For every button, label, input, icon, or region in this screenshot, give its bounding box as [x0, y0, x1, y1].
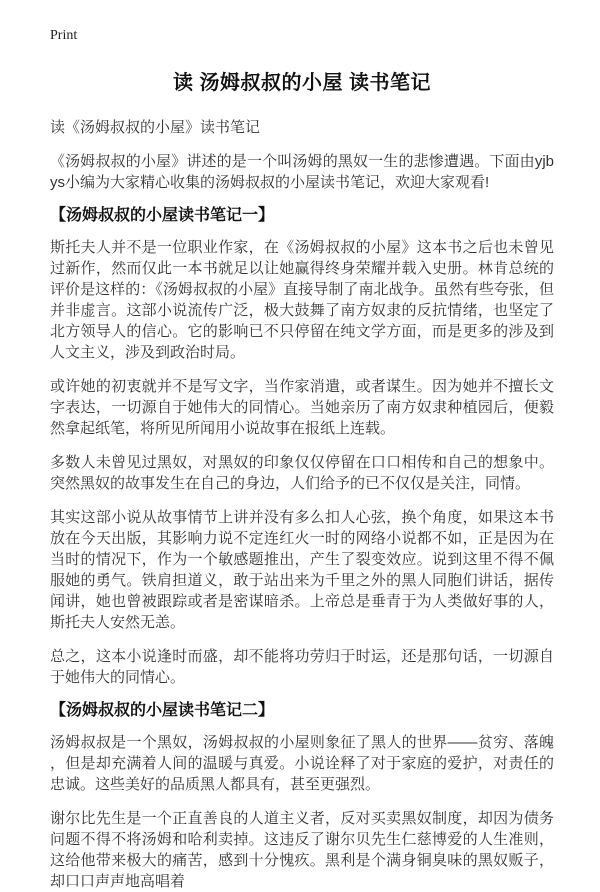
section-one-paragraph-2: 或许她的初衷就并不是写文字，当作家消遣，或者谋生。因为她并不擅长文字表达，一切源自于她伟大的同情心。当她亲历了南方奴隶种植园后，便毅然拿起纸笔，将所见所闻用小说故事在报纸上连载。: [50, 378, 554, 437]
section-one-paragraph-3: 多数人未曾见过黑奴，对黑奴的印象仅仅停留在口口相传和自己的想象中。突然黑奴的故事发生在自己的身边，人们给予的已不仅仅是关注，同情。: [50, 454, 554, 492]
section-two-paragraph-2: 谢尔比先生是一个正直善良的人道主义者，反对买卖黑奴制度，却因为债务问题不得不将汤姆和哈利卖掉。这违反了谢尔贝先生仁慈博爱的人生准则，这给他带来极大的痛苦，感到十分愧疚。黑利是个满身铜臭味的黑奴贩子，却口口声声地高唱着: [50, 810, 554, 890]
section-two: [50, 702, 554, 892]
section-two-heading: 【汤姆叔叔的小屋读书笔记二】: [50, 702, 275, 719]
section-one-paragraph-5: 总之，这本小说逢时而盛，却不能将功劳归于时运，还是那句话，一切源自于她伟大的同情心。: [50, 648, 554, 686]
section-one-paragraph-1: 斯托夫人并不是一位职业作家，在《汤姆叔叔的小屋》这本书之后也未曾见过新作，然而仅此一本书就足以让她赢得终身荣耀并载入史册。林肯总统的评价是这样的：《汤姆叔叔的小屋》直接导制了南北战争。虽然有些夸张，但并非虚言。这部小说流传广泛，极大鼓舞了南方奴隶的反抗情绪，也坚定了北方领导人的信心。它的影响已不只停留在纯文学方面，而是更多的涉及到人文主义，涉及到政治时局。: [50, 239, 554, 361]
section-one-heading: 【汤姆叔叔的小屋读书笔记一】: [50, 207, 275, 224]
section-two-paragraph-1: 汤姆叔叔是一个黑奴，汤姆叔叔的小屋则象征了黑人的世界——贫穷、落魄，但是却充满着人间的温暖与真爱。小说诠释了对于家庭的爱护，对责任的忠诚。这些美好的品质黑人都具有，甚至更强烈。: [50, 734, 554, 793]
section-one: [50, 207, 554, 688]
subtitle: 读《汤姆叔叔的小屋》读书笔记: [50, 119, 261, 136]
section-one-paragraph-4: 其实这部小说从故事情节上讲并没有多么扣人心弦，换个角度，如果这本书放在今天出版，其影响力说不定连红火一时的网络小说都不如，正是因为在当时的情况下，作为一个敏感题推出，产生了裂变效应。说到这里不得不佩服她的勇气。铁肩担道义，敢于站出来为千里之外的黑人同胞们讲话，据传闻讲，她也曾被跟踪或者是密谋暗杀。上帝总是垂青于为人类做好事的人，斯托夫人安然无恙。: [50, 509, 554, 631]
page-title: 读 汤姆叔叔的小屋 读书笔记: [172, 72, 432, 94]
print-link[interactable]: Print: [50, 28, 78, 43]
intro-paragraph: 《汤姆叔叔的小屋》讲述的是一个叫汤姆的黑奴一生的悲惨遭遇。下面由yjbys小编为大家精心收集的汤姆叔叔的小屋读书笔记，欢迎大家观看!: [50, 153, 554, 191]
